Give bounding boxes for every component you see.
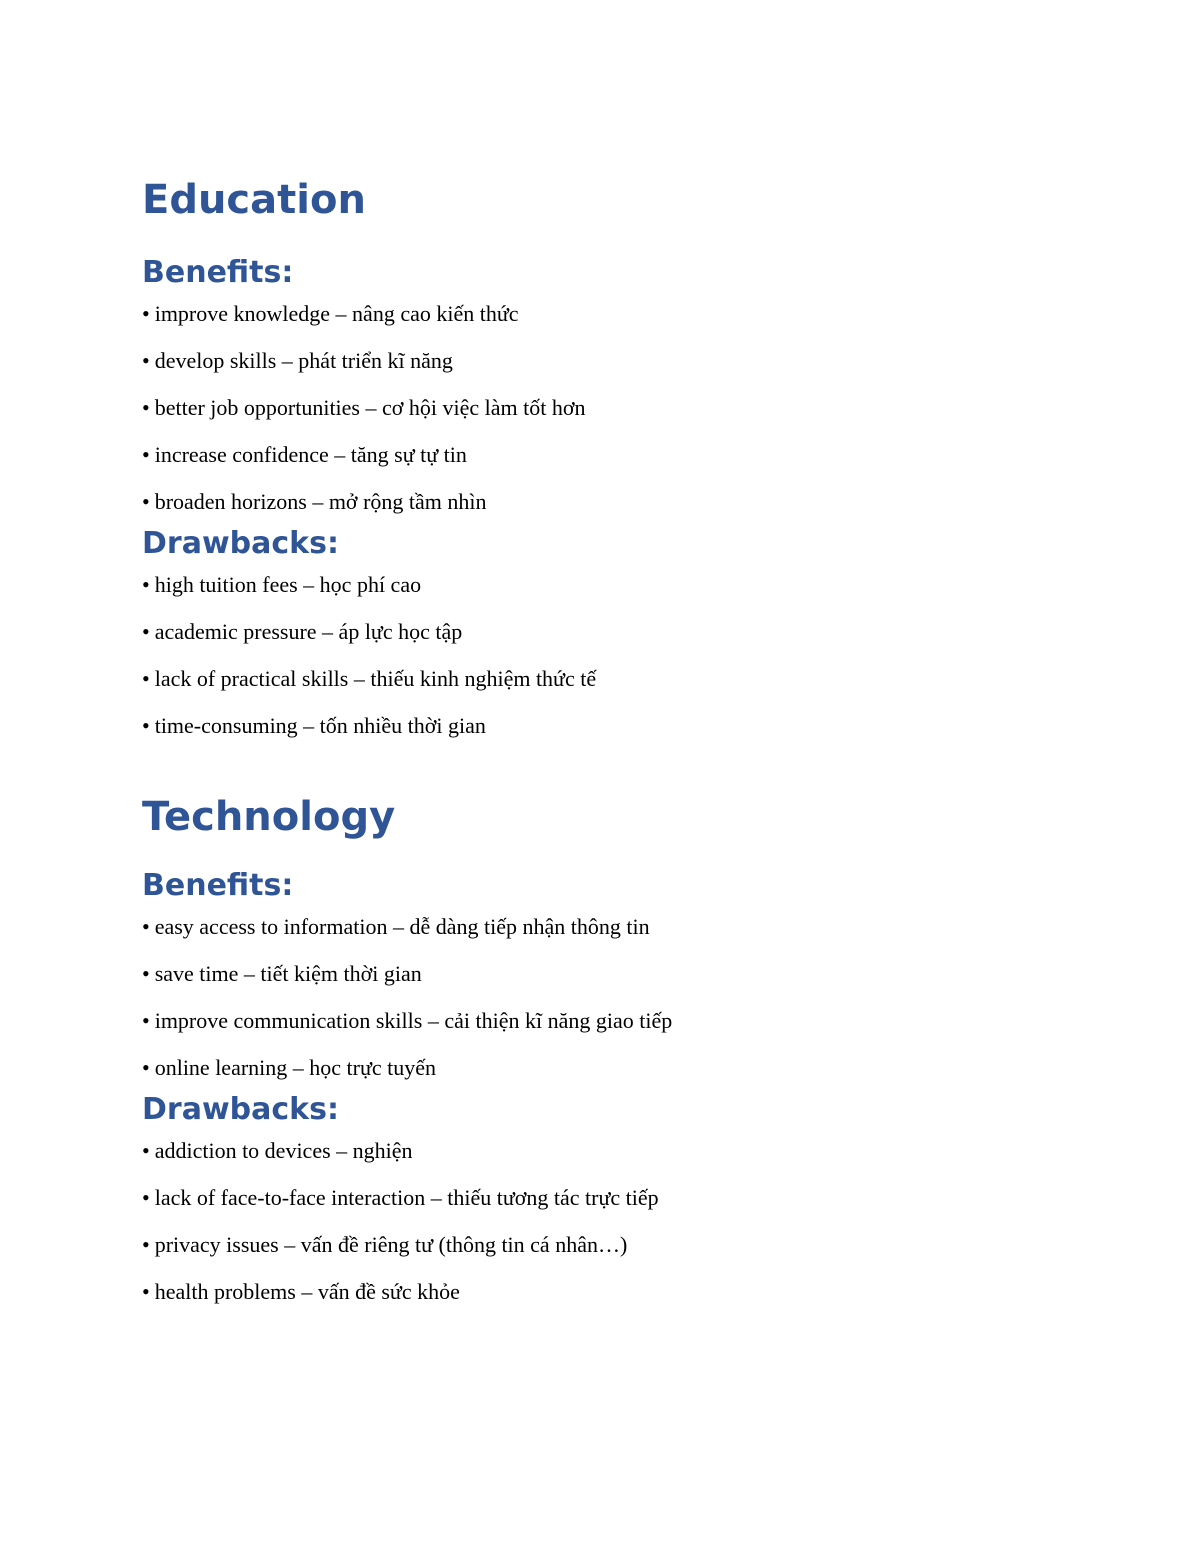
list-item-text: improve knowledge – nâng cao kiến thức	[154, 301, 519, 326]
list-item-text: better job opportunities – cơ hội việc làm tốt hơn	[154, 395, 586, 420]
list-item	[142, 478, 1102, 525]
list-item-text: high tuition fees – học phí cao	[154, 572, 422, 597]
list-item-text: develop skills – phát triển kĩ năng	[154, 348, 453, 373]
list-item	[142, 561, 1102, 608]
list-item	[142, 384, 1102, 431]
list-item-text: save time – tiết kiệm thời gian	[154, 961, 422, 986]
bullet-icon: •	[142, 1055, 150, 1080]
drawbacks-heading: Drawbacks:	[142, 1092, 339, 1127]
list-item-text: privacy issues – vấn đề riêng tư (thông tin cá nhân…)	[154, 1232, 628, 1257]
list-item	[142, 655, 1102, 702]
benefits-list	[142, 903, 1102, 1091]
list-item-text: academic pressure – áp lực học tập	[154, 619, 463, 644]
list-item	[142, 1044, 1102, 1091]
list-item-text: improve communication skills – cải thiện kĩ năng giao tiếp	[154, 1008, 673, 1033]
document-content	[142, 170, 1102, 1315]
benefits-heading: Benefits:	[142, 255, 294, 290]
bullet-icon: •	[142, 442, 150, 467]
list-item-text: lack of face-to-face interaction – thiếu tương tác trực tiếp	[154, 1185, 659, 1210]
section-title: Technology	[142, 794, 396, 840]
list-item-text: broaden horizons – mở rộng tầm nhìn	[154, 489, 487, 514]
list-item	[142, 997, 1102, 1044]
bullet-icon: •	[142, 713, 150, 738]
list-item-text: online learning – học trực tuyến	[154, 1055, 437, 1080]
list-item	[142, 1221, 1102, 1268]
bullet-icon: •	[142, 914, 150, 939]
section-education	[142, 170, 1102, 749]
list-item	[142, 1268, 1102, 1315]
bullet-icon: •	[142, 961, 150, 986]
bullet-icon: •	[142, 489, 150, 514]
list-item-text: health problems – vấn đề sức khỏe	[154, 1279, 460, 1304]
section-title: Education	[142, 177, 366, 223]
list-item	[142, 1127, 1102, 1174]
bullet-icon: •	[142, 1185, 150, 1210]
drawbacks-list	[142, 1127, 1102, 1315]
list-item	[142, 431, 1102, 478]
bullet-icon: •	[142, 395, 150, 420]
bullet-icon: •	[142, 572, 150, 597]
list-item-text: lack of practical skills – thiếu kinh nghiệm thức tế	[154, 666, 597, 691]
list-item	[142, 1174, 1102, 1221]
bullet-icon: •	[142, 348, 150, 373]
bullet-icon: •	[142, 1232, 150, 1257]
section-technology	[142, 787, 1102, 1315]
list-item-text: addiction to devices – nghiện	[154, 1138, 413, 1163]
bullet-icon: •	[142, 301, 150, 326]
bullet-icon: •	[142, 619, 150, 644]
list-item-text: time-consuming – tốn nhiều thời gian	[154, 713, 486, 738]
list-item	[142, 903, 1102, 950]
bullet-icon: •	[142, 1008, 150, 1033]
benefits-list	[142, 290, 1102, 525]
bullet-icon: •	[142, 1138, 150, 1163]
bullet-icon: •	[142, 666, 150, 691]
drawbacks-heading: Drawbacks:	[142, 526, 339, 561]
benefits-heading: Benefits:	[142, 868, 294, 903]
list-item-text: easy access to information – dễ dàng tiếp nhận thông tin	[154, 914, 650, 939]
list-item	[142, 608, 1102, 655]
list-item	[142, 702, 1102, 749]
list-item	[142, 290, 1102, 337]
list-item	[142, 337, 1102, 384]
bullet-icon: •	[142, 1279, 150, 1304]
drawbacks-list	[142, 561, 1102, 749]
list-item	[142, 950, 1102, 997]
list-item-text: increase confidence – tăng sự tự tin	[154, 442, 467, 467]
